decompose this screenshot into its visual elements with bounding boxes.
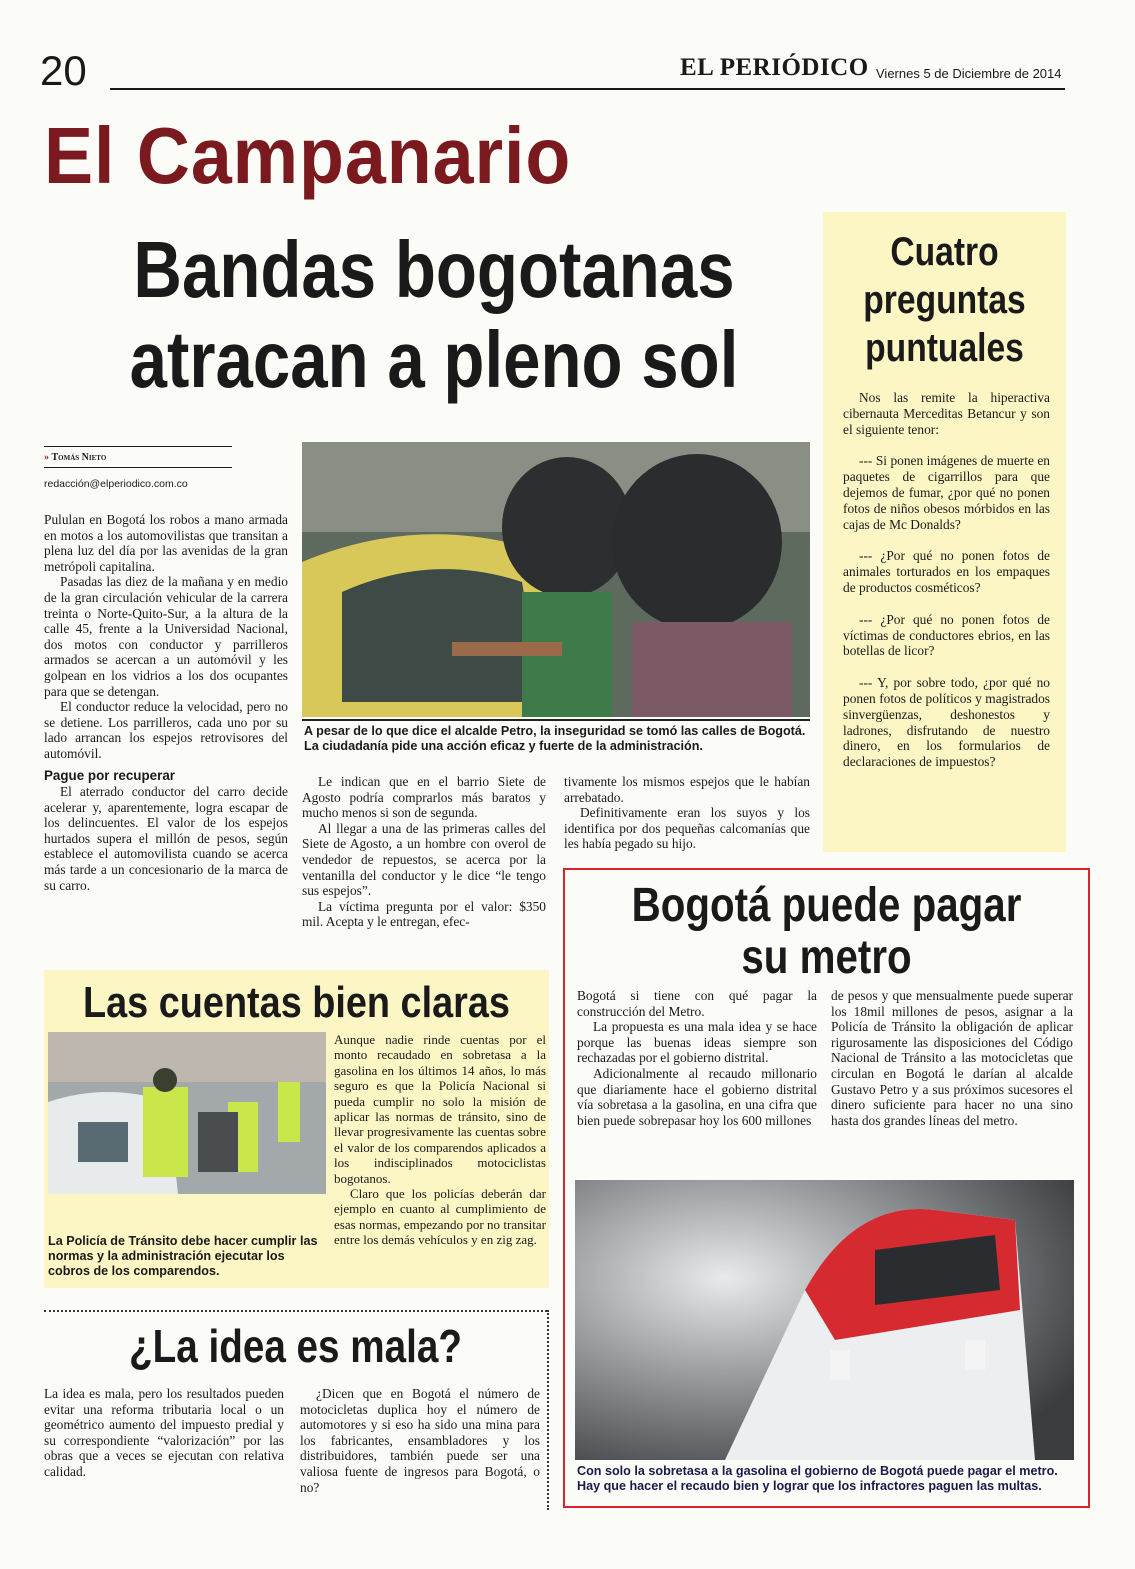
sidebar-question: --- Y, por sobre todo, ¿por qué no ponen fotos de políticos y magistrados sinvergüenzas, deshonestos y ladrones, disfrutando de nuestro dinero, en los formularios de declaraciones de impuestos?: [843, 675, 1050, 770]
cuentas-body: [334, 1032, 546, 1248]
idea-headline: ¿La idea es mala?: [129, 1320, 462, 1372]
main-headline: [44, 225, 824, 405]
byline-rule-bottom: [44, 467, 232, 468]
paragraph: Pasadas las diez de la mañana y en medio de la gran circulación vehicular de la carrera treinta o Norte-Quito-Sur, a la altura de la calle 45, frente a la Universidad Nacional, dos motos con conductor y parrilleros armados se acercan a un automóvil y les golpean en los vidrios a los dos ocupantes para que se detengan.: [44, 574, 288, 699]
paragraph: La víctima pregunta por el valor: $350 mil. Acepta y le entregan, efec-: [302, 898, 546, 930]
header-rule: [110, 88, 1065, 90]
sidebar-question: --- Si ponen imágenes de muerte en paquetes de cigarrillos para que dejemos de fumar, ¿por qué no ponen fotos de niños obesos mórbidos en las cajas de Mc Donalds?: [843, 453, 1050, 532]
metro-headline-line1: Bogotá puede pagar: [631, 879, 1022, 932]
main-article-col3: [564, 774, 810, 852]
cuentas-photo-caption: La Policía de Tránsito debe hacer cumplir las normas y la administración ejecutar los cobros de los comparendos.: [48, 1234, 318, 1278]
sidebar-question: --- ¿Por qué no ponen fotos de víctimas de conductores ebrios, en las botellas de licor?: [843, 611, 1050, 659]
byline-marker: »: [44, 452, 49, 463]
page-header: [40, 48, 1070, 96]
sidebar-question: --- ¿Por qué no ponen fotos de animales torturados en los empaques de productos cosméticos?: [843, 548, 1050, 595]
paragraph: de pesos y que mensualmente puede superar los 18mil millones de pesos, asignar a la Policía de Tránsito la obligación de aplicar rigurosamente las disposiciones del Código Nacional de Tránsito a las motocicletas que circulan en Bogotá le darían al alcalde Gustavo Petro y a sus próximos sucesores el dinero suficiente para hacer no una sino hasta dos grandes líneas del metro.: [831, 988, 1073, 1128]
subhead: Pague por recuperar: [44, 767, 175, 783]
idea-col2: [300, 1386, 540, 1495]
header-date: Viernes 5 de Diciembre de 2014: [876, 66, 1062, 81]
sidebar-title-line1: Cuatro: [890, 230, 999, 274]
sidebar-title: [823, 228, 1066, 372]
paragraph: Le indican que en el barrio Siete de Agosto podría comprarlos más baratos y mucho menos si son de segunda.: [302, 774, 546, 821]
byline: Tomás Nieto: [51, 452, 107, 463]
paragraph: El aterrado conductor del carro decide acelerar y, aparentemente, logra escapar de los delincuentes. El valor de los espejos hurtados supera el millón de pesos, según establece el automovilista cuando se acerca más tarde a un concesionario de la marca de su carro.: [44, 784, 288, 893]
metro-col2: [831, 988, 1073, 1128]
main-headline-line2: atracan a pleno sol: [129, 315, 739, 404]
metro-photo-caption: Con solo la sobretasa a la gasolina el gobierno de Bogotá puede pagar el metro. Hay que hacer el recaudo bien y lograr que los infractores paguen las multas.: [577, 1464, 1058, 1493]
metro-col1: [577, 988, 817, 1128]
metro-article-frame: [563, 868, 1090, 1508]
motorcycle-robbers-photo: [302, 442, 810, 717]
sidebar-body: [843, 390, 1050, 770]
metro-headline: [565, 880, 1088, 984]
paragraph: Definitivamente eran los suyos y los identifica por dos pequeñas calcomanías que les había pegado su hijo.: [564, 805, 810, 852]
cuentas-box: [44, 970, 549, 1288]
metro-headline-line2: su metro: [741, 931, 912, 984]
sidebar-title-line3: puntuales: [865, 326, 1024, 370]
traffic-police-photo: [48, 1032, 326, 1194]
paragraph: La propuesta es una mala idea y se hace porque las buenas ideas siempre son rechazadas por el gobierno distrital.: [577, 1019, 817, 1066]
main-article-col1: [44, 512, 288, 893]
paragraph: tivamente los mismos espejos que le habían arrebatado.: [564, 774, 810, 805]
idea-box-border-right: [547, 1310, 549, 1510]
paragraph: El conductor reduce la velocidad, pero no se detiene. Los parrilleros, cada uno por su lado arrancan los espejos retrovisores del automóvil.: [44, 699, 288, 761]
idea-col1: [44, 1386, 284, 1480]
paragraph: Claro que los policías deberán dar ejemplo en cuanto al cumplimiento de esas normas, empezando por no transitar entre los demás vehículos y en zig zag.: [334, 1186, 546, 1248]
author-email: redacción@elperiodico.com.co: [44, 478, 188, 490]
paragraph: Al llegar a una de las primeras calles del Siete de Agosto, a un hombre con overol de vendedor de repuestos, se acerca por la ventanilla del conductor y le dice “le tengo sus espejos”.: [302, 820, 546, 899]
main-headline-line1: Bandas bogotanas: [133, 225, 735, 314]
sidebar-intro: Nos las remite la hiperactiva cibernauta Merceditas Betancur y son el siguiente tenor:: [843, 390, 1050, 437]
section-title: El Campanario: [44, 111, 572, 200]
caption-separator: [302, 719, 810, 721]
main-article-col2: [302, 774, 546, 930]
paragraph: Bogotá si tiene con qué pagar la construcción del Metro.: [577, 988, 817, 1019]
paragraph: Pululan en Bogotá los robos a mano armada en motos a los automovilistas que transitan a plena luz del día por las avenidas de la gran metrópoli capitalina.: [44, 512, 288, 574]
page-number: 20: [40, 47, 87, 94]
newspaper-name: EL PERIÓDICO: [680, 54, 869, 81]
paragraph: La idea es mala, pero los resultados pueden evitar una reforma tributaria local o un geométrico aumento del impuesto predial y su correspondiente “valorización” por las obras que a veces se ejecutan con relativa calidad.: [44, 1386, 284, 1479]
main-photo-caption: A pesar de lo que dice el alcalde Petro, la inseguridad se tomó las calles de Bogotá. La ciudadanía pide una acción eficaz y fuerte de la administración.: [304, 724, 806, 753]
cuentas-headline: Las cuentas bien claras: [83, 978, 510, 1027]
metro-train-photo: [575, 1180, 1074, 1460]
sidebar-title-line2: preguntas: [863, 278, 1026, 322]
idea-box-border: [44, 1310, 547, 1312]
byline-block: [44, 446, 232, 490]
paragraph: ¿Dicen que en Bogotá el número de motocicletas duplica hoy el número de automotores y si eso ha sido una mina para los fabricantes, ensambladores y los distribuidores, también puede ser una valiosa fuente de ingresos para Bogotá, o no?: [300, 1386, 540, 1495]
sidebar-box: [823, 212, 1066, 852]
paragraph: Aunque nadie rinde cuentas por el monto recaudado en sobretasa a la gasolina en los últimos 14 años, lo más seguro es que la Policía Nacional si pueda cumplir no solo la misión de aplicar las normas de tránsito, sino de llevar progresivamente las cuentas sobre el valor de los comparendos aplicados a los indisciplinados motociclistas bogotanos.: [334, 1032, 546, 1186]
paragraph: Adicionalmente al recaudo millonario que diariamente hace el gobierno distrital vía sobretasa a la gasolina, en una cifra que bien puede sobrepasar hoy los 600 millones: [577, 1065, 817, 1128]
